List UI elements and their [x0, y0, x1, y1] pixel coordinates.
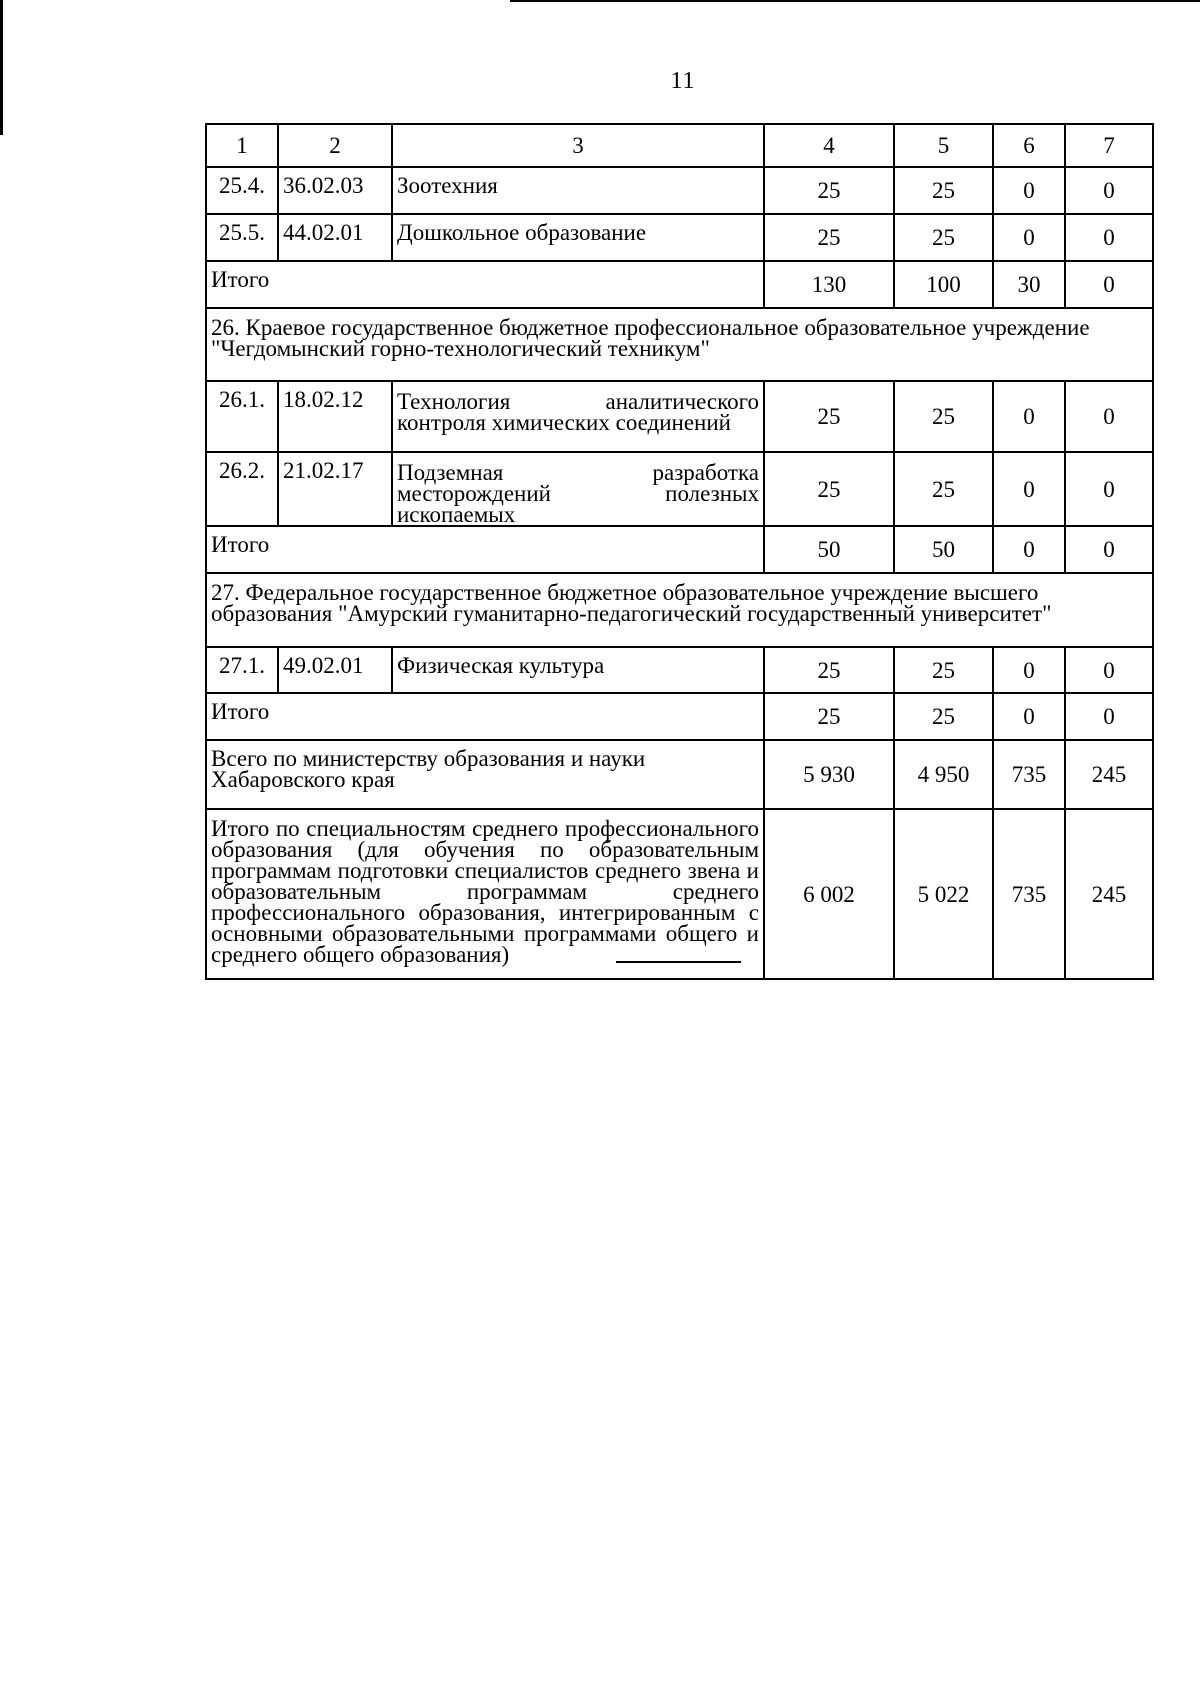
section-row — [206, 308, 1153, 381]
value-col7: 0 — [1065, 452, 1153, 526]
value-col4: 25 — [764, 647, 894, 693]
column-header: 2 — [278, 124, 392, 167]
column-header: 7 — [1065, 124, 1153, 167]
specialty-code: 21.02.17 — [278, 452, 392, 526]
data-table — [205, 123, 1154, 980]
value-col5: 25 — [894, 167, 993, 214]
value-col6: 735 — [993, 809, 1065, 979]
value-col5: 5 022 — [894, 809, 993, 979]
specialty-code: 49.02.01 — [278, 647, 392, 693]
value-col5: 50 — [894, 526, 993, 573]
value-col4: 6 002 — [764, 809, 894, 979]
value-col6: 0 — [993, 526, 1065, 573]
value-col7: 0 — [1065, 381, 1153, 452]
value-col4: 5 930 — [764, 740, 894, 809]
value-col7: 0 — [1065, 693, 1153, 740]
institution-heading: 27. Федеральное государственное бюджетное образовательное учреждение высшего образования "Амурский гуманитарно-педагогический государственный университет" — [206, 573, 1153, 647]
ministry-total-row — [206, 740, 1153, 809]
column-header: 6 — [993, 124, 1065, 167]
table-row — [206, 452, 1153, 526]
value-col5: 25 — [894, 452, 993, 526]
column-header: 5 — [894, 124, 993, 167]
value-col5: 4 950 — [894, 740, 993, 809]
value-col7: 0 — [1065, 261, 1153, 308]
subtotal-row — [206, 526, 1153, 573]
specialty-name: Физическая культура — [392, 647, 764, 693]
specialty-name: Технология аналитического контроля химических соединений — [392, 381, 764, 452]
value-col6: 0 — [993, 381, 1065, 452]
value-col4: 25 — [764, 214, 894, 261]
row-index: 26.2. — [206, 452, 278, 526]
value-col7: 0 — [1065, 526, 1153, 573]
value-col4: 25 — [764, 167, 894, 214]
end-of-document-line — [616, 961, 741, 963]
specialty-code: 36.02.03 — [278, 167, 392, 214]
subtotal-label: Итого — [206, 261, 764, 308]
row-index: 26.1. — [206, 381, 278, 452]
value-col5: 25 — [894, 647, 993, 693]
column-header: 1 — [206, 124, 278, 167]
value-col6: 30 — [993, 261, 1065, 308]
subtotal-row — [206, 261, 1153, 308]
table-row — [206, 167, 1153, 214]
subtotal-label: Итого — [206, 693, 764, 740]
institution-heading: 26. Краевое государственное бюджетное профессиональное образовательное учреждение "Чегдомынский горно-технологический техникум" — [206, 308, 1153, 381]
value-col5: 25 — [894, 693, 993, 740]
value-col7: 0 — [1065, 647, 1153, 693]
specialty-name: Дошкольное образование — [392, 214, 764, 261]
column-header: 4 — [764, 124, 894, 167]
value-col4: 25 — [764, 452, 894, 526]
specialty-name: Зоотехния — [392, 167, 764, 214]
table-row — [206, 214, 1153, 261]
value-col7: 245 — [1065, 740, 1153, 809]
subtotal-label: Итого — [206, 526, 764, 573]
value-col6: 0 — [993, 214, 1065, 261]
value-col6: 0 — [993, 452, 1065, 526]
grand-total-label: Итого по специальностям среднего профессионального образования (для обучения по образовательным программам подготовки специалистов среднего звена и образовательным программам среднего профессионального образования, интегрированным с основными образовательными программами общего и среднего общего образования) — [206, 809, 764, 979]
value-col4: 25 — [764, 381, 894, 452]
value-col6: 735 — [993, 740, 1065, 809]
table-row — [206, 381, 1153, 452]
value-col7: 245 — [1065, 809, 1153, 979]
page-number: 11 — [670, 68, 696, 94]
ministry-total-label: Всего по министерству образования и науки Хабаровского края — [206, 740, 764, 809]
value-col6: 0 — [993, 167, 1065, 214]
grand-total-row — [206, 809, 1153, 979]
value-col4: 50 — [764, 526, 894, 573]
column-header: 3 — [392, 124, 764, 167]
table-row — [206, 647, 1153, 693]
row-index: 27.1. — [206, 647, 278, 693]
value-col6: 0 — [993, 647, 1065, 693]
row-index: 25.4. — [206, 167, 278, 214]
subtotal-row — [206, 693, 1153, 740]
row-index: 25.5. — [206, 214, 278, 261]
value-col4: 130 — [764, 261, 894, 308]
specialty-name: Подземная разработка месторождений полезных ископаемых — [392, 452, 764, 526]
value-col7: 0 — [1065, 167, 1153, 214]
value-col4: 25 — [764, 693, 894, 740]
table-header-row — [206, 124, 1153, 167]
specialty-code: 18.02.12 — [278, 381, 392, 452]
value-col5: 25 — [894, 381, 993, 452]
scan-edge-mark — [510, 0, 1200, 2]
value-col5: 100 — [894, 261, 993, 308]
value-col7: 0 — [1065, 214, 1153, 261]
specialty-code: 44.02.01 — [278, 214, 392, 261]
section-row — [206, 573, 1153, 647]
value-col5: 25 — [894, 214, 993, 261]
value-col6: 0 — [993, 693, 1065, 740]
